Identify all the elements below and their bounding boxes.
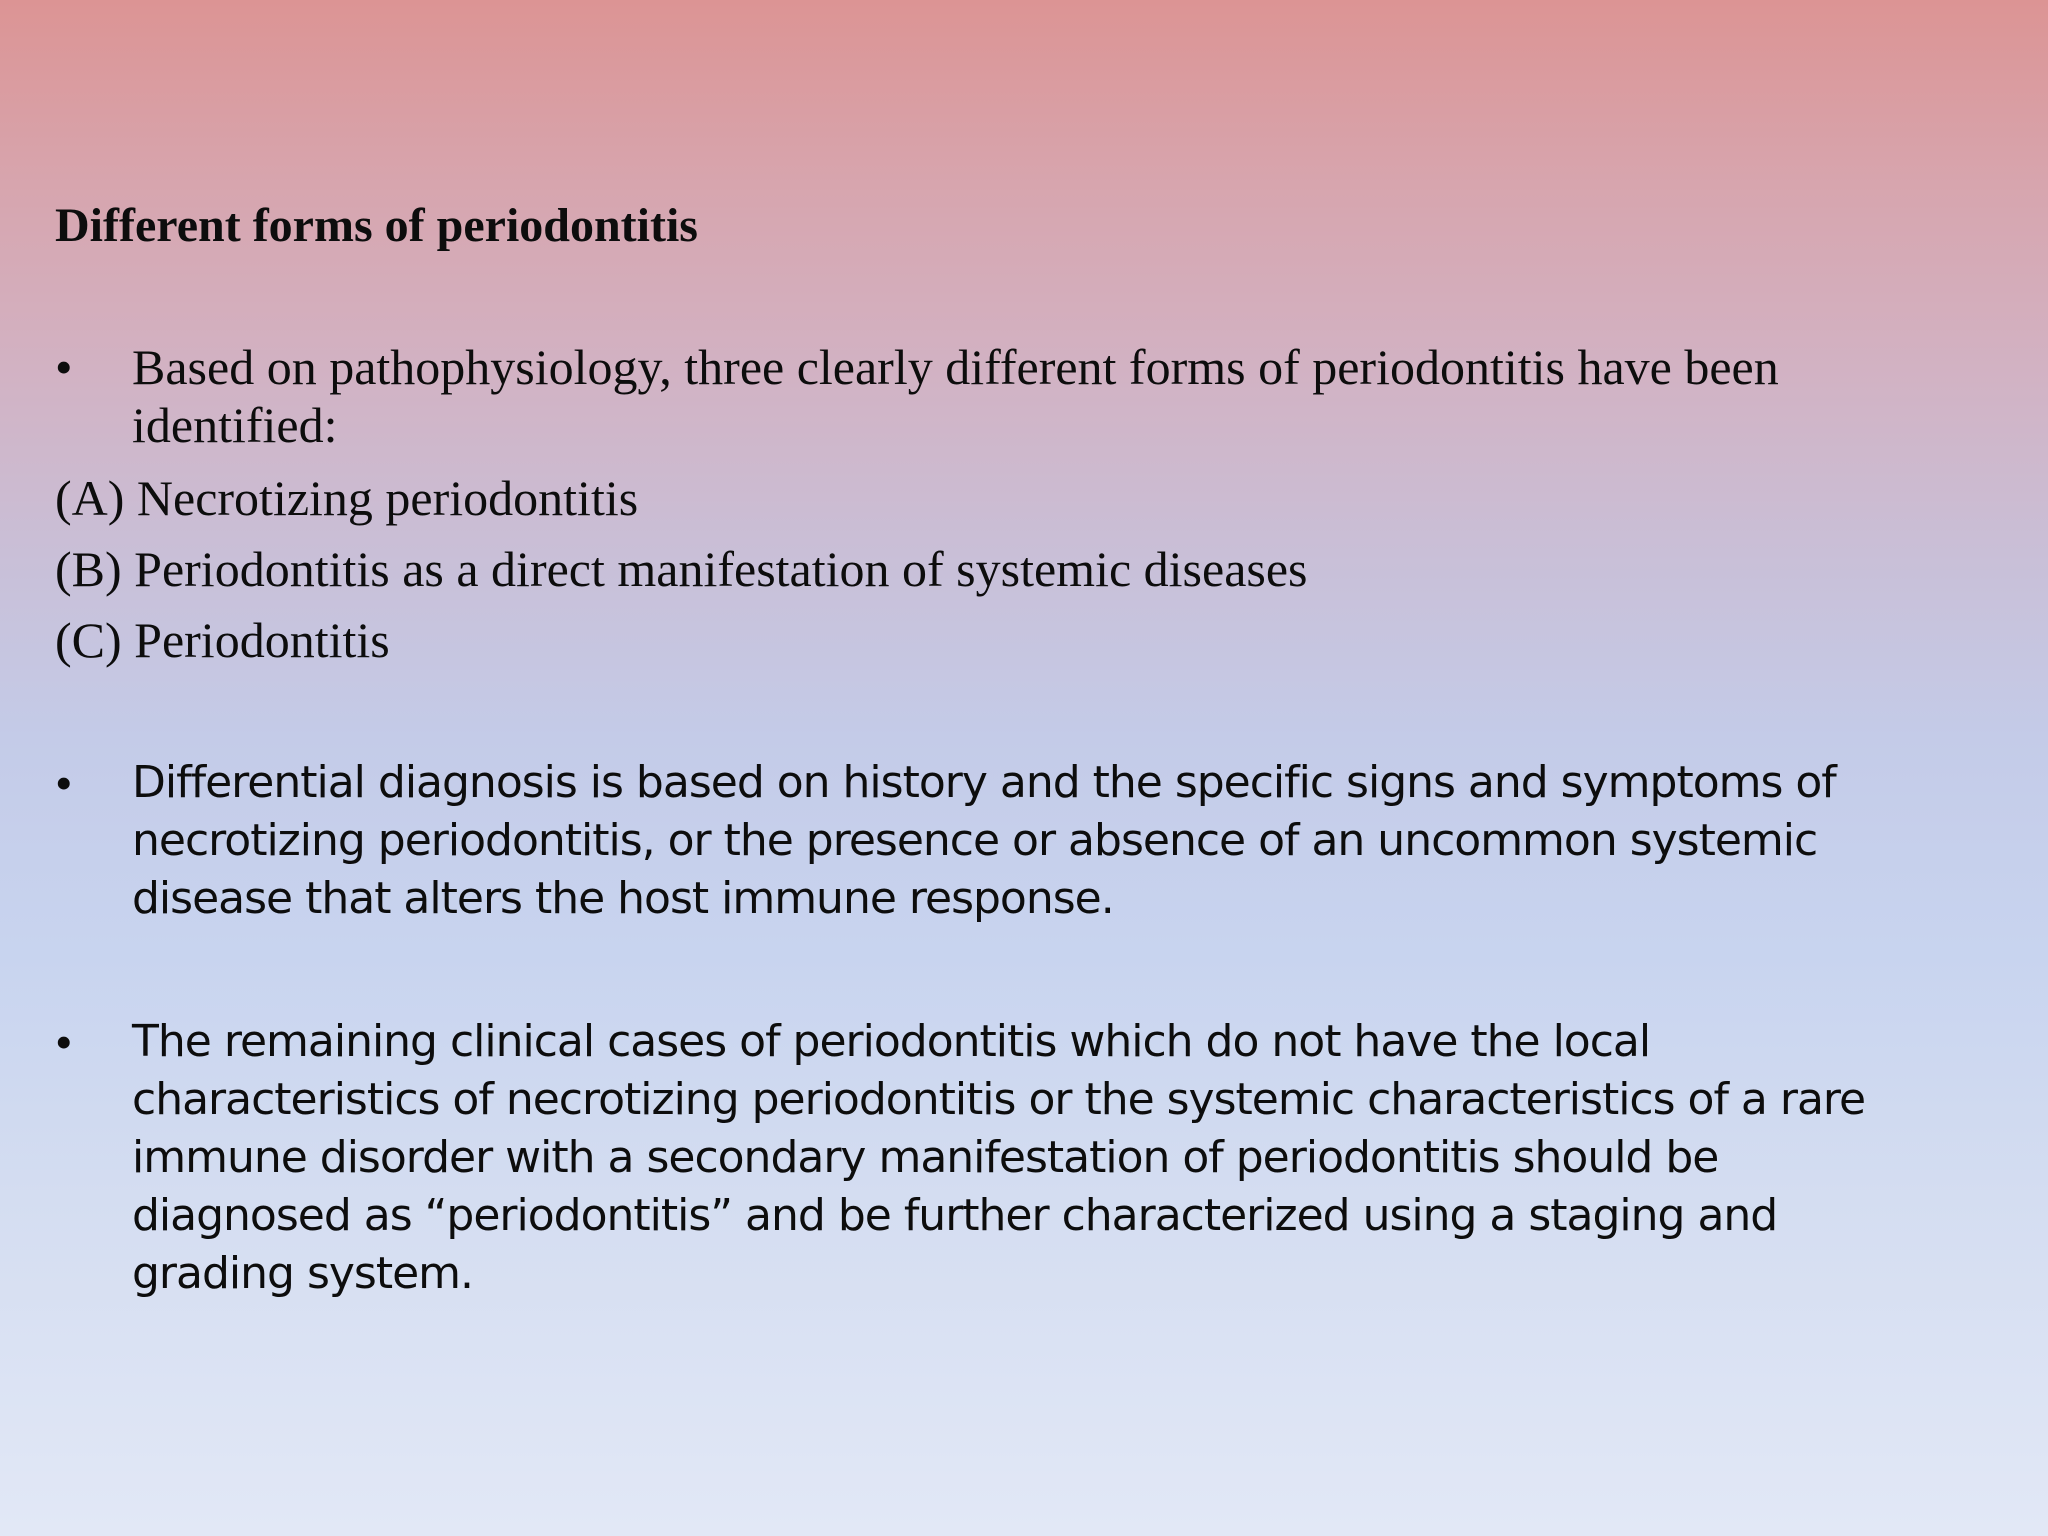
bullet-text: [132, 1013, 1992, 1303]
bullet-line: grading system.: [132, 1248, 473, 1299]
form-item-systemic: (B) Periodontitis as a direct manifestation of systemic diseases: [55, 541, 1308, 597]
bullet-text: [132, 338, 1992, 454]
bullet-icon: •: [55, 1014, 72, 1070]
bullet-line: characteristics of necrotizing periodontitis or the systemic characteristics of a rare: [132, 1074, 1866, 1125]
form-item-periodontitis: (C) Periodontitis: [55, 612, 390, 668]
slide-title: Different forms of periodontitis: [55, 199, 698, 252]
bullet-line: immune disorder with a secondary manifestation of periodontitis should be: [132, 1132, 1719, 1183]
bullet-line: Differential diagnosis is based on history and the specific signs and symptoms of: [132, 757, 1836, 808]
bullet-line: The remaining clinical cases of periodontitis which do not have the local: [132, 1016, 1651, 1067]
bullet-line: identified:: [132, 397, 338, 453]
bullet-icon: •: [55, 339, 73, 395]
bullet-line: necrotizing periodontitis, or the presence or absence of an uncommon systemic: [132, 815, 1818, 866]
form-item-necrotizing: (A) Necrotizing periodontitis: [55, 470, 639, 526]
bullet-line: diagnosed as “periodontitis” and be further characterized using a staging and: [132, 1190, 1778, 1241]
bullet-line: disease that alters the host immune response.: [132, 873, 1114, 924]
bullet-line: Based on pathophysiology, three clearly different forms of periodontitis have been: [132, 339, 1779, 395]
bullet-text: [132, 754, 1992, 928]
bullet-icon: •: [55, 755, 72, 811]
